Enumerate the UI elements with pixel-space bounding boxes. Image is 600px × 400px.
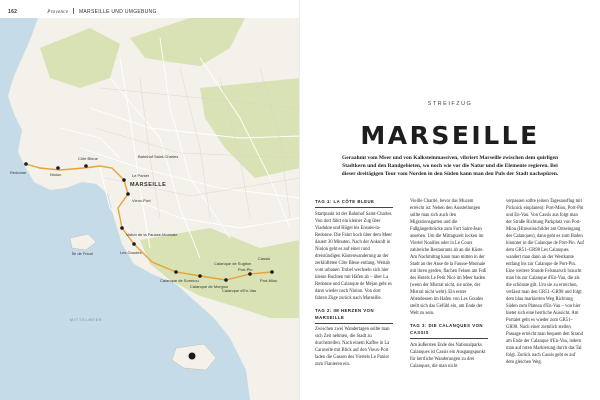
compass-icon: [189, 353, 196, 360]
day-1-heading: TAG 1: LA CÔTE BLEUE: [315, 199, 375, 204]
map-label-fausse-monnaie: Vallon de la Fausse-Monnaie: [126, 232, 178, 237]
day-2-paragraph-continued: Vieille Charité, bevor das Mucem erreicht ist: Neben den Ausstellungen sollte man sich auch den Migrationsgarten und die Fußgängerbrücke zum Fort Saint-Jean ansehen. Um die Mittagszeit locken im Viertel Noailles oder in Le Cours zahlreiche Restaurants ab an die Küste. Am Nachmittag kann man mitten in der Stadt an der Anse de la Fausse-Monnaie mit ihren gerden, flachen Felsen am Fuß des Hotels Le Petit Nice im Meer baden (wenn der Mistral nicht, sie unbe, der Mistral nicht weht). Ein erster Abendessen im Hafen von Les Goudes stellt sich das Gefühl ein, am Ende der Welt zu sein.: [410, 199, 486, 316]
map-canvas: [0, 18, 300, 400]
region-label: Provence: [47, 10, 69, 15]
article-title: MARSEILLE: [360, 121, 540, 150]
day-3-paragraph: Am äußersten Ende des Nationalparks Calanques ist Cassis ein Ausgangspunkt für herrliche Wanderungen zu drei Calanques, die man nicht: [410, 342, 486, 369]
map-label-marseille: MARSEILLE: [130, 182, 167, 188]
running-head: [8, 8, 157, 15]
article-kicker: STREIFZUG: [427, 101, 473, 107]
map-label-mittelmeer: MITTELMEER: [70, 318, 103, 322]
map-label-redonne: Redonne: [10, 170, 27, 175]
day-2-paragraph: Zwischen zwei Wandertagen sollte man sich Zeit nehmen, die Stadt zu durchstreifen. Nach einem Kaffee in La Caravelle mit Blick auf den Vieux-Port laden die Gassen des Viertels Le Panier zum Flanieren ein.: [315, 327, 390, 368]
right-page: [300, 0, 600, 400]
marker-cote-bleue: [84, 164, 88, 168]
text-column-1: [315, 198, 393, 373]
marker-port-pin: [248, 272, 252, 276]
map-label-sormiou: Calanque de Sormiou: [160, 278, 199, 283]
map-label-cassis: Cassis: [258, 256, 271, 261]
map-label-port-miou: Port-Miou: [260, 278, 278, 283]
marker-morgiou: [198, 274, 202, 278]
marker-fausse-monnaie: [120, 226, 124, 230]
marker-redonne: [24, 162, 28, 166]
heading-rule: [315, 323, 393, 324]
text-column-3: [506, 198, 584, 371]
marker-sugiton: [224, 278, 228, 282]
text-column-2: [410, 198, 488, 375]
map-label-bahnhof: Bahnhof Saint-Charles: [138, 154, 179, 159]
map-label-les-goudes: Les Goudes: [120, 250, 142, 255]
article-lead: Geraahmt vom Meer und von Kalksteinmassiven, vibriert Marseille zwischen dem quirligen Stadtkern und den Randgebieten, wo noch wie vor die Natur und die Elemente regieren. Bei dieser dreitägigen Tour vom Norden in den Süden kann man den Puls der Stadt nachspüren.: [341, 155, 559, 177]
map-label-sugiton: Calanque de Sugiton: [214, 261, 252, 266]
section-label: MARSEILLE UND UMGEBUNG: [78, 9, 157, 15]
map-label-ile-frioul: Île de Frioul: [72, 251, 93, 256]
marker-sormiou: [174, 270, 178, 274]
map-label-morgiou: Calanque de Morgiou: [190, 284, 229, 289]
map-label-le-panier: Le Panier: [132, 173, 150, 178]
map-label-vieux-port: Vieux-Port: [132, 198, 151, 203]
heading-rule: [410, 338, 488, 339]
day-3-heading: TAG 3: DIE CALANQUES VON CASSIS: [410, 323, 484, 335]
marker-vieux-port: [126, 192, 130, 196]
marker-niolon: [56, 166, 60, 170]
heading-rule: [315, 207, 393, 208]
marker-les-goudes: [132, 242, 136, 246]
map-label-niolon: Niolon: [50, 172, 62, 177]
marker-port-miou: [270, 270, 274, 274]
marker-le-panier: [122, 178, 126, 182]
map: [0, 18, 300, 400]
day-2-heading: TAG 2: IM HERZEN VON MARSEILLE: [315, 307, 375, 320]
map-label-cote-bleue: Côte Bleue: [78, 156, 98, 161]
day-3-paragraph-continued: verpassen sollte (einen Tagesausflug mit Picknick einplanen): Port-Miou, Port-Pin und En-Vau. Von Cassis aus folgt man der Straße Richtung Parkplatz von Port-Miou (Hinweisschilder am Ortseingang des Calanques), dann geht es zum Baden hinunter in die Calanque de Port-Pin. Auf dem GR51–GR98 Les Calanques wandert man dann an der Westkante entlang bis zur Calanque de Port-Pin. Eine weitere Stunde Felsmarsch braucht man bis zur Calanque d'En-Vau, die als die schönste gilt. Um sie zu erreichen, verlässt man den GR51–GR98 und folgt dem blau markierten Weg Richtung Süden zum Plateau d'En-Vau – von hier bietet sich eine herrliche Aussicht. Am Portalet geht es wieder zum GR51–GR98. Nach einer ziemlich steilen Passage erreicht man bequem den Strand am Ende der Calanque d'En-Vau, indem man auf roten Markierung durch das Tal folgt. Zurück nach Cassis geht es auf dem gleichen Weg.: [506, 199, 584, 365]
map-label-port-pin: Port-Pin: [238, 267, 253, 272]
page-number: 162: [8, 9, 18, 15]
day-1-paragraph: Startpunkt ist der Bahnhof Saint-Charles. Von dort fährt ein kleiner Zug über Viadukte und Hügel bis Ensuès-la-Redonne. Die Fahrt hoch über dem Meer dauert 30 Minuten. Nach der Ankunft in Niolon geht es auf einer rund dreistündigen Küstenwanderung an der zerklüfteten Côte Bleue entlang. Weitab vom urbanen Trubel wechseln sich hier kleine Buchten mit Häfen ab – über La Redonne und Calanque de Méjan geht es dann wieder nach Niolon. Von dort fahren Züge zurück nach Marseille.: [315, 211, 393, 301]
map-label-en-vau: Calanque d'En-Vau: [222, 288, 257, 293]
running-head-separator: [73, 8, 74, 14]
